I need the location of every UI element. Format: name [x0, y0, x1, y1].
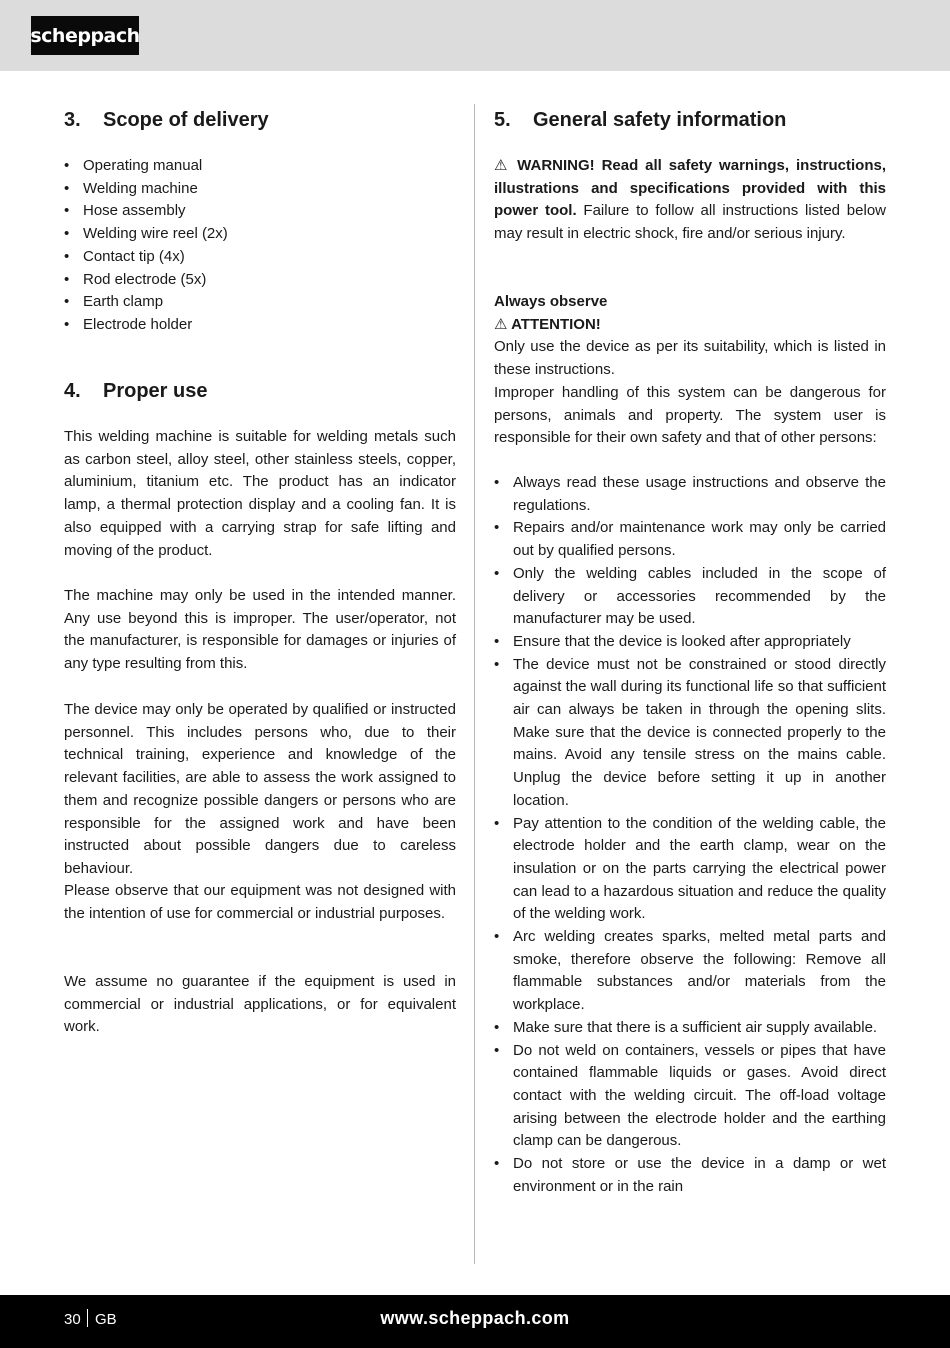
list-item: • Electrode holder: [64, 314, 456, 337]
website-link[interactable]: www.scheppach.com: [380, 1308, 570, 1328]
section-number: 5.: [494, 109, 511, 131]
warning-triangle-icon: ⚠: [494, 316, 508, 333]
delivery-list: [64, 155, 456, 337]
page-header: [0, 0, 950, 71]
list-item: • Do not weld on containers, vessels or pipes that have contained flammable liquids or gases. Avoid direct contact with the welding circuit. The off-load voltage arising between the electrode holder and the earthing clamp can be dangerous.: [494, 1040, 886, 1154]
warning-text: Failure to follow all instructions listed below may result in electric shock, fire and/or serious injury.: [494, 202, 886, 243]
paragraph: This welding machine is suitable for welding metals such as carbon steel, alloy steel, other stainless steels, copper, aluminium, titanium etc. The product has an indicator lamp, a thermal protection display and a cooling fan. It is also equipped with a carrying strap for safe lifting and moving of the product.: [64, 428, 456, 559]
list-item: • Contact tip (4x): [64, 246, 456, 269]
column-divider: [474, 104, 475, 1264]
paragraph: The device may only be operated by qualified or instructed personnel. This includes persons who, due to their technical training, experience and knowledge of the relevant facilities, are able to assess the work assigned to them and recognize possible dangers or persons who are responsible for the assigned work and have been instructed about possible dangers due to careless behaviour.: [64, 701, 456, 877]
paragraph: Only use the device as per its suitability, which is listed in these instructions.: [494, 338, 886, 378]
section-3-heading: [64, 108, 269, 132]
list-item: • Pay attention to the condition of the welding cable, the electrode holder and the earth clamp, wear on the insulation or on the parts carrying the electrical power can lead to a hazardous situation and reduce the quality of the welding work.: [494, 813, 886, 927]
section-title: Scope of delivery: [103, 109, 269, 131]
list-item: • Arc welding creates sparks, melted metal parts and smoke, therefore observe the following: Remove all flammable substances and/or materials from the workplace.: [494, 926, 886, 1017]
list-item: • Welding machine: [64, 178, 456, 201]
section-number: 4.: [64, 380, 81, 402]
list-item: • Ensure that the device is looked after appropriately: [494, 631, 886, 654]
list-item: • Make sure that there is a sufficient air supply available.: [494, 1017, 886, 1040]
paragraph: We assume no guarantee if the equipment is used in commercial or industrial applications, or for equivalent work.: [64, 973, 456, 1036]
section-title: General safety information: [533, 109, 787, 131]
attention-label: [494, 314, 886, 337]
page-number: 30: [64, 1311, 81, 1328]
section-number: 3.: [64, 109, 81, 131]
warning-bold-text: WARNING! Read all safety warnings, instructions, illustrations and specifications provided with this power tool.: [494, 157, 887, 220]
section-title: Proper use: [103, 380, 208, 402]
scheppach-logo: scheppach: [31, 16, 139, 55]
section-4-heading: [64, 379, 207, 403]
page-footer: [0, 1295, 950, 1348]
list-item: • Operating manual: [64, 155, 456, 178]
list-item: • Do not store or use the device in a damp or wet environment or in the rain: [494, 1153, 886, 1198]
paragraph: Please observe that our equipment was not designed with the intention of use for commercial or industrial purposes.: [64, 882, 456, 922]
safety-list: [494, 472, 886, 1199]
list-item: • Always read these usage instructions and observe the regulations.: [494, 472, 886, 517]
warning-paragraph: [494, 155, 886, 246]
attention-text: ATTENTION!: [511, 316, 601, 333]
paragraph: Improper handling of this system can be dangerous for persons, animals and property. The system user is responsible for their own safety and that of other persons:: [494, 384, 886, 447]
list-item: • Rod electrode (5x): [64, 269, 456, 292]
section-5-heading: [494, 108, 786, 132]
always-observe-label: Always observe: [494, 293, 608, 310]
list-item: • Only the welding cables included in the scope of delivery or accessories recommended by the manufacturer may be used.: [494, 563, 886, 631]
language-code: GB: [95, 1311, 117, 1328]
list-item: • Earth clamp: [64, 291, 456, 314]
list-item: • Repairs and/or maintenance work may only be carried out by qualified persons.: [494, 517, 886, 562]
list-item: • Welding wire reel (2x): [64, 223, 456, 246]
paragraph: The machine may only be used in the intended manner. Any use beyond this is improper. The user/operator, not the manufacturer, is responsible for damages or injuries of any type resulting from this.: [64, 587, 456, 673]
warning-triangle-icon: ⚠: [494, 157, 511, 174]
list-item: • The device must not be constrained or stood directly against the wall during its functional life so that sufficient air can always be taken in through the opening slits. Make sure that the device is connected properly to the mains. Avoid any tensile stress on the mains cable. Unplug the device before setting it up in another location.: [494, 654, 886, 813]
list-item: • Hose assembly: [64, 200, 456, 223]
